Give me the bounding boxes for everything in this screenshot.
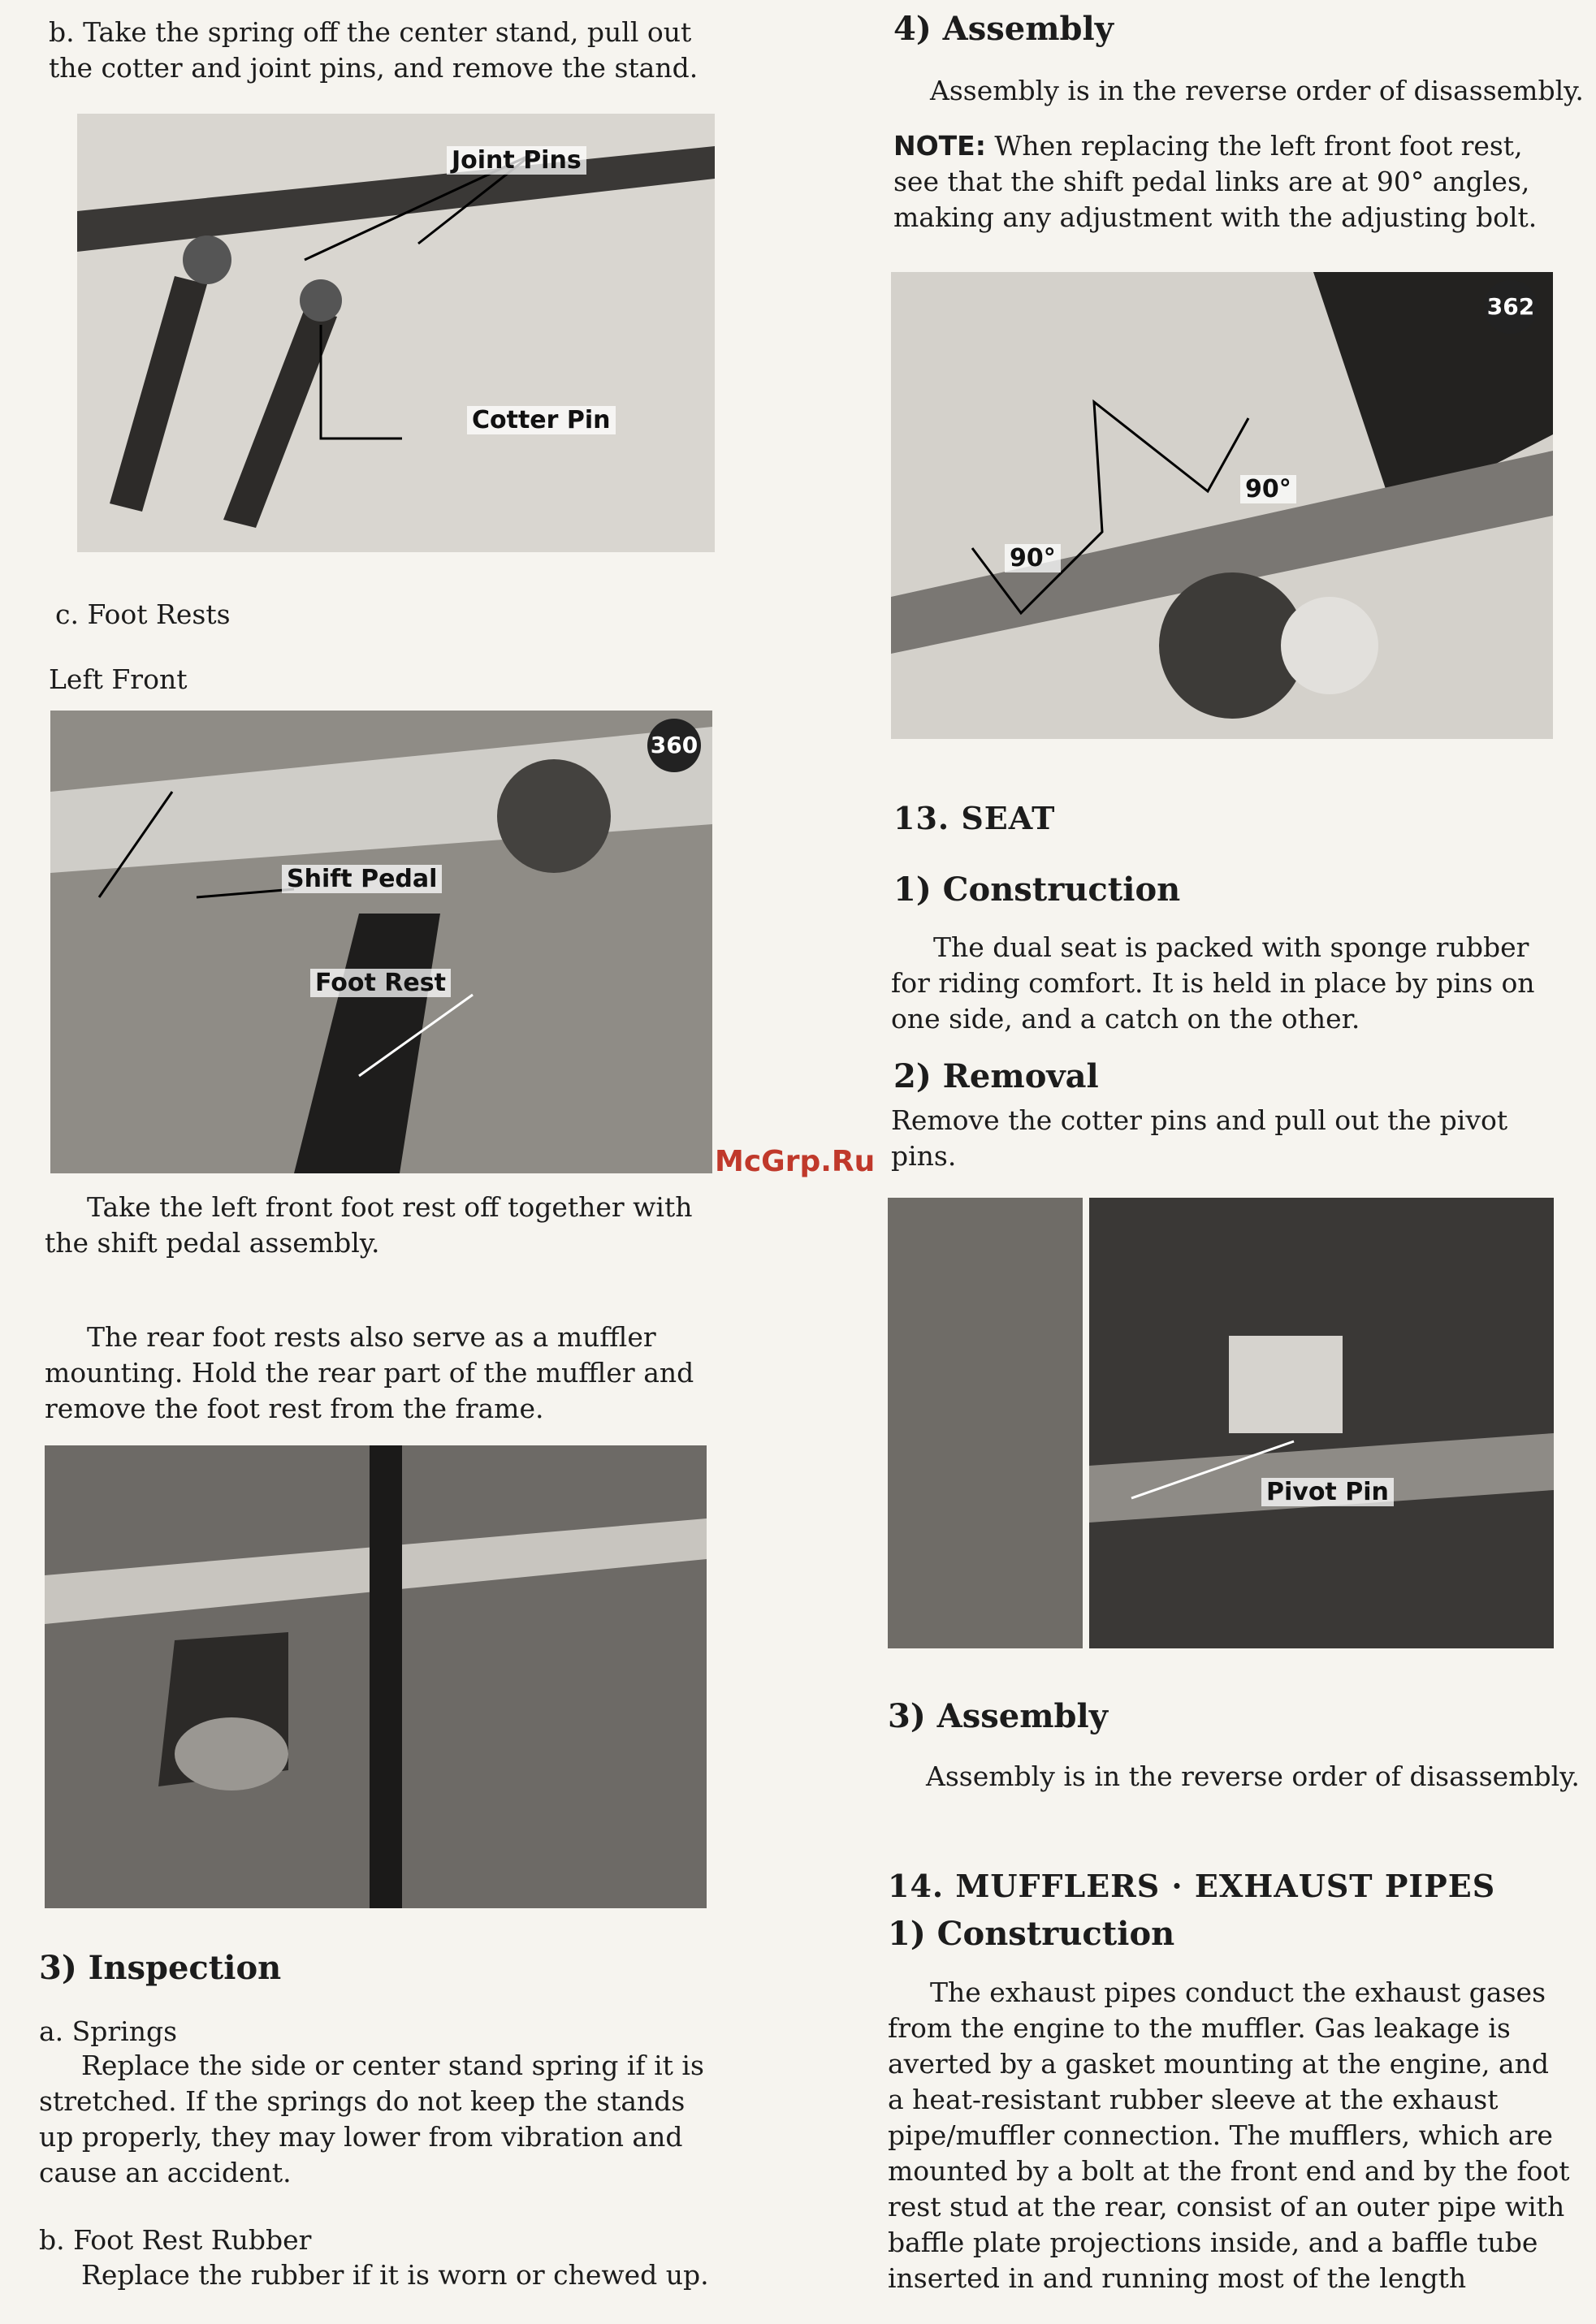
seat-construction-text: The dual seat is packed with sponge rubber for riding comfort. It is held in place by pins on one side, and a catch on the other.: [891, 931, 1535, 1035]
note-text: When replacing the left front foot rest, see that the shift pedal links are at 90° angles, making any adjustment with the adjusting bolt.: [893, 130, 1538, 233]
seat-section-heading: 13. SEAT: [893, 800, 1056, 836]
shift-pedal-label: Shift Pedal: [282, 865, 442, 893]
springs-text: Replace the side or center stand spring if it is stretched. If the springs do not keep the stands up properly, they may lower from vibration and cause an accident.: [39, 2050, 704, 2188]
mufflers-section-heading: 14. MUFFLERS · EXHAUST PIPES: [888, 1868, 1496, 1904]
rear-foot-rest-photo: [45, 1445, 707, 1908]
foot-rest-rubber-text: Replace the rubber if it is worn or chewed up.: [81, 2259, 709, 2291]
left-front-paragraph: Take the left front foot rest off together with the shift pedal assembly.: [45, 1191, 693, 1259]
center-stand-drawing: [77, 114, 715, 552]
rear-foot-rest-drawing: [45, 1445, 707, 1908]
foot-rest-drawing: [50, 711, 712, 1173]
figure-number-360: 360: [647, 719, 701, 772]
pivot-pin-label: Pivot Pin: [1261, 1478, 1394, 1506]
note-paragraph: [893, 128, 1568, 235]
mufflers-construction-heading: 1) Construction: [888, 1915, 1175, 1953]
intro-paragraph: b. Take the spring off the center stand, pull out the cotter and joint pins, and remove the stand.: [49, 16, 699, 84]
foot-rests-heading: c. Foot Rests: [55, 598, 231, 630]
shift-linkage-drawing: [891, 272, 1553, 739]
figure-number-362: 362: [1484, 280, 1538, 334]
foot-rest-label: Foot Rest: [310, 969, 451, 997]
rear-foot-rest-paragraph: The rear foot rests also serve as a muffler mounting. Hold the rear part of the muffler and remove the foot rest from the frame.: [45, 1321, 694, 1424]
inspection-heading: 3) Inspection: [39, 1949, 282, 1987]
mufflers-construction-text: The exhaust pipes conduct the exhaust gases from the engine to the muffler. Gas leakage is averted by a gasket mounting at the engine, and a heat-resistant rubber sleeve at the exhaust pipe/muffler connection. The mufflers, which are mounted by a bolt at the front end and by the foot rest stud at the rear, consist of an outer pipe with baffle plate projections inside, and a baffle tube inserted in and running most of the length: [888, 1976, 1570, 2294]
angle-label-1: 90°: [1005, 544, 1061, 572]
springs-heading: a. Springs: [39, 2015, 178, 2047]
seat-construction-heading: 1) Construction: [893, 870, 1181, 909]
left-front-heading: Left Front: [49, 663, 188, 695]
photo-362: [891, 272, 1553, 739]
cotter-pin-label: Cotter Pin: [467, 406, 616, 434]
angle-label-2: 90°: [1240, 475, 1296, 503]
assembly-heading: 4) Assembly: [893, 10, 1114, 48]
watermark: McGrp.Ru: [715, 1145, 876, 1178]
joint-pins-label: Joint Pins: [447, 146, 586, 175]
photo-360: [50, 711, 712, 1173]
pivot-pin-photo: [888, 1198, 1554, 1648]
note-label: NOTE:: [893, 130, 986, 162]
assembly-text: Assembly is in the reverse order of disassembly.: [930, 75, 1584, 106]
seat-removal-heading: 2) Removal: [893, 1057, 1099, 1095]
seat-assembly-heading: 3) Assembly: [888, 1697, 1108, 1735]
pivot-pin-drawing: [888, 1198, 1554, 1648]
foot-rest-rubber-heading: b. Foot Rest Rubber: [39, 2224, 312, 2256]
center-stand-photo: [77, 114, 715, 552]
seat-assembly-text: Assembly is in the reverse order of disassembly.: [926, 1760, 1580, 1792]
seat-removal-text: Remove the cotter pins and pull out the pivot pins.: [891, 1104, 1508, 1172]
